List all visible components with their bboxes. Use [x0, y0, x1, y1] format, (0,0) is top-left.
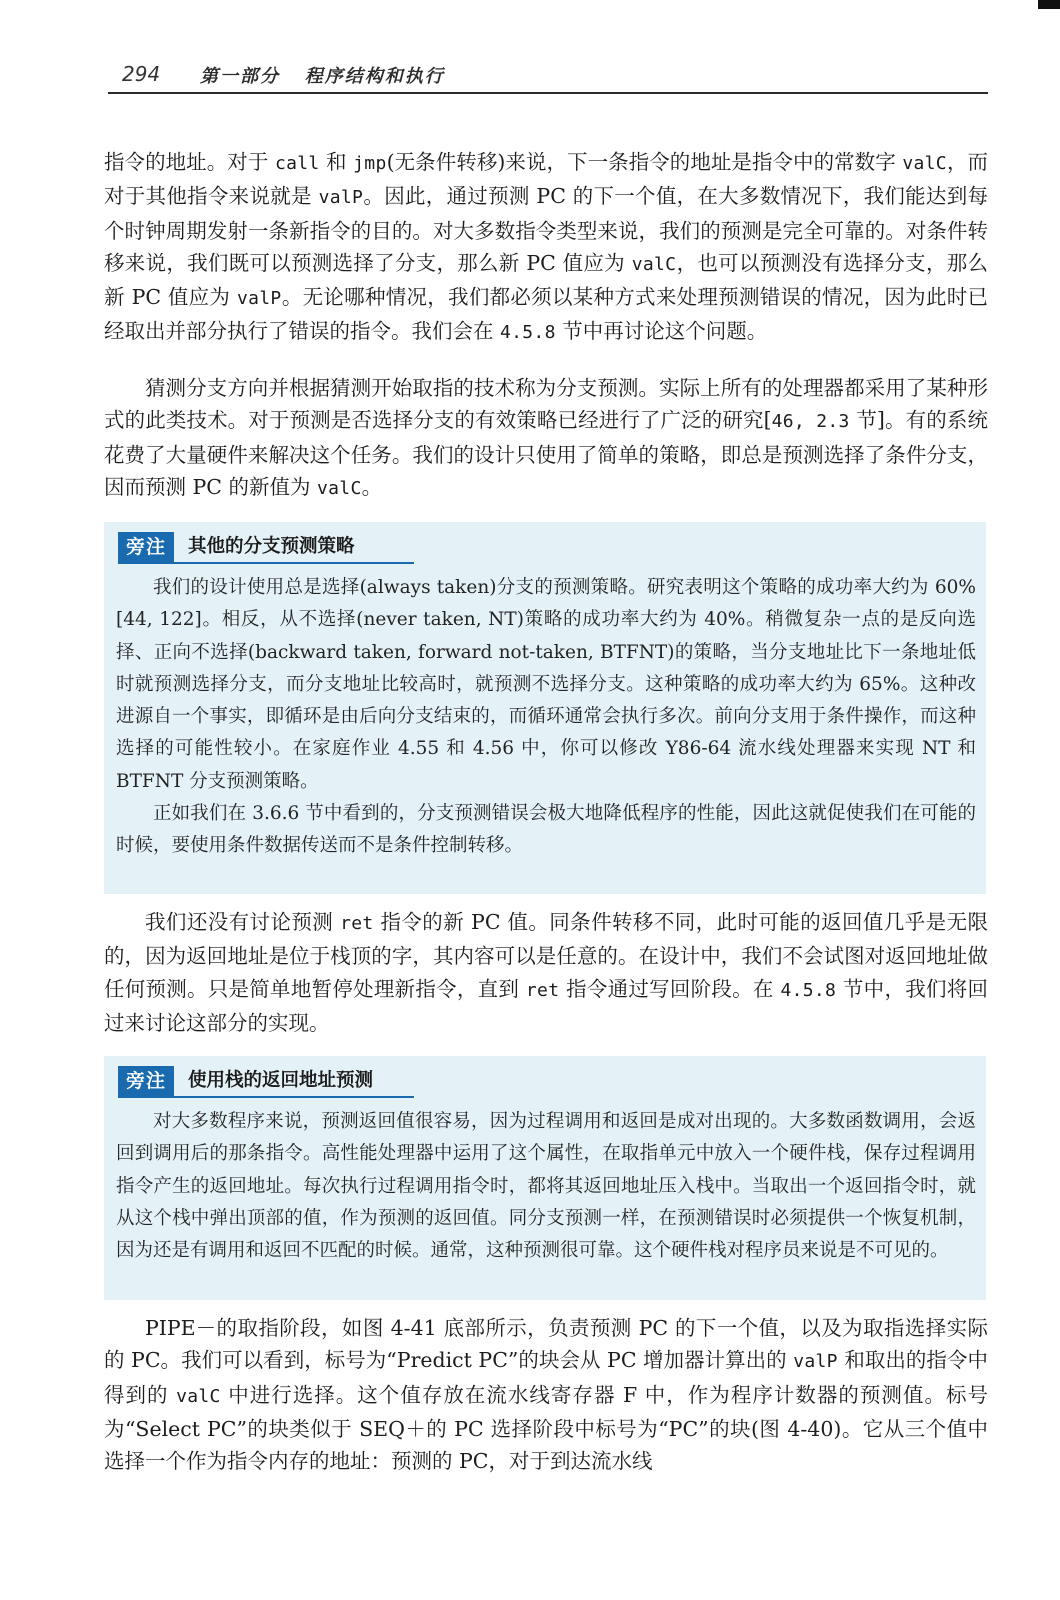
text-run: 我们还没有讨论预测	[145, 910, 341, 934]
text-run: 节]。有的系统花费了大量硬件来解决这个任务。我们的设计只使用了简单的策略，即总是预测选择了条件分支，因而预测 PC 的新值为	[104, 408, 988, 499]
aside-title: 使用栈的返回地址预测	[188, 1070, 374, 1091]
header-rule	[108, 92, 988, 94]
page-number: 294	[122, 62, 161, 86]
text-run: (无条件转移)来说，下一条指令的地址是指令中的常数字	[386, 150, 903, 174]
aside-title-rule	[118, 562, 414, 564]
text-run: 猜测分支方向并根据猜测开始取指的技术称为分支预测。实际上所有的处理器都采用了某种形式的此类技术。对于预测是否选择分支的有效策略已经进行了广泛的研究[	[104, 376, 988, 433]
aside-tag: 旁注	[118, 1066, 174, 1096]
paragraph-4	[104, 1312, 988, 1477]
code-run: valP	[236, 288, 282, 310]
text-run: 节中，我们将回过来讨论这部分的实现。	[104, 976, 988, 1035]
aside-heading	[118, 1066, 418, 1098]
aside-paragraph: 正如我们在 3.6.6 节中看到的，分支预测错误会极大地降低程序的性能，因此这就促使我们在可能的时候，要使用条件数据传送而不是条件控制转移。	[116, 803, 976, 857]
aside-paragraph: 对大多数程序来说，预测返回值很容易，因为过程调用和返回是成对出现的。大多数函数调用，会返回到调用后的那条指令。高性能处理器中运用了这个属性，在取指单元中放入一个硬件栈，保存过程调用指令产生的返回地址。每次执行过程调用指令时，都将其返回地址压入栈中。当取出一个返回指令时，就从这个栈中弹出顶部的值，作为预测的返回值。同分支预测一样，在预测错误时必须提供一个恢复机制，因为还是有调用和返回不匹配的时候。通常，这种预测很可靠。这个硬件栈对程序员来说是不可见的。	[116, 1111, 976, 1262]
code-run: valC	[902, 153, 947, 174]
text-run: 。	[361, 474, 383, 499]
aside-tag: 旁注	[118, 532, 174, 562]
aside-box-return-prediction	[104, 1056, 986, 1300]
code-run: jmp	[353, 153, 387, 174]
text-run: 。无论哪种情况，我们都必须以某种方式来处理预测错误的情况，因为此时已经取出并部分执行了错误的指令。我们会在	[104, 285, 989, 344]
code-run: valC	[317, 477, 362, 499]
text-run: 指令的地址。对于	[104, 150, 275, 174]
aside-heading	[118, 532, 418, 564]
aside-body	[116, 572, 976, 863]
text-run: PIPE－的取指阶段，如图 4-41 底部所示，负责预测 PC 的下一个值，以及为取指选择实际的 PC。我们可以看到，标号为“Predict PC”的块会从 PC 增加器计算出的	[104, 1316, 988, 1373]
aside-paragraph: 我们的设计使用总是选择(always taken)分支的预测策略。研究表明这个策略的成功率大约为 60%[44, 122]。相反，从不选择(never taken, NT)策略的成功率大约为 40%。稍微复杂一点的是反向选择、正向不选择(backward taken, forward not-taken, BTFNT)的策略，当分支地址比下一条地址低时就预测选择分支，而分支地址比较高时，就预测不选择分支。这种策略的成功率大约为 65%。这种改进源自一个事实，即循环是由后向分支结束的，而循环通常会执行多次。前向分支用于条件操作，而这种选择的可能性较小。在家庭作业 4.55 和 4.56 中，你可以修改 Y86-64 流水线处理器来实现 NT 和 BTFNT 分支预测策略。	[116, 577, 976, 792]
text-run: 节中再讨论这个问题。	[555, 319, 768, 344]
paragraph-1	[104, 146, 988, 350]
code-run: valC	[631, 253, 677, 275]
paragraph-3	[104, 906, 988, 1039]
code-run: ret	[340, 913, 374, 934]
text-run: 。因此，通过预测 PC 的下一个值，在大多数情况下，我们能达到每个时钟周期发射一条新指令的目的。对大多数指令类型来说，我们的预测是完全可靠的。对条件转移来说，我们既可以预测选择了分支，那么新 PC 值应为	[104, 184, 988, 275]
text-run: 指令的新 PC 值。同条件转移不同，此时可能的返回值几乎是无限的，因为返回地址是位于栈顶的字，其内容可以是任意的。在设计中，我们不会试图对返回地址做任何预测。只是简单地暂停处理新指令，直到	[104, 910, 988, 1001]
page-corner-mark	[1038, 0, 1060, 9]
code-run: 46, 2.3	[771, 411, 850, 433]
code-run: call	[274, 153, 320, 174]
code-run: ret	[525, 979, 560, 1001]
aside-box-branch-prediction	[104, 522, 986, 894]
aside-body	[116, 1106, 976, 1267]
aside-title-rule	[118, 1096, 414, 1098]
text-run: ，而对于其他指令来说就是	[104, 150, 988, 209]
code-run: valP	[318, 187, 364, 209]
running-title: 第一部分 程序结构和执行	[200, 66, 445, 87]
code-run: 4.5.8	[500, 322, 556, 344]
text-run: 指令通过写回阶段。在	[559, 976, 781, 1001]
code-run: 4.5.8	[780, 979, 837, 1001]
text-run: ，也可以预测没有选择分支，那么新 PC 值应为	[104, 250, 989, 310]
aside-title: 其他的分支预测策略	[188, 536, 355, 557]
page-header	[108, 58, 988, 94]
code-run: valC	[176, 1385, 221, 1407]
text-run: 中进行选择。这个值存放在流水线寄存器 F 中，作为程序计数器的预测值。标号为“Select PC”的块类似于 SEQ＋的 PC 选择阶段中标号为“PC”的块(图 4-40)。它从三个值中选择一个作为指令内存的地址：预测的 PC，对于到达流水线	[104, 1382, 988, 1474]
paragraph-2	[104, 372, 988, 505]
text-run: 和	[319, 150, 354, 174]
text-run: 和取出的指令中得到的	[104, 1348, 988, 1407]
code-run: valP	[793, 1351, 838, 1373]
